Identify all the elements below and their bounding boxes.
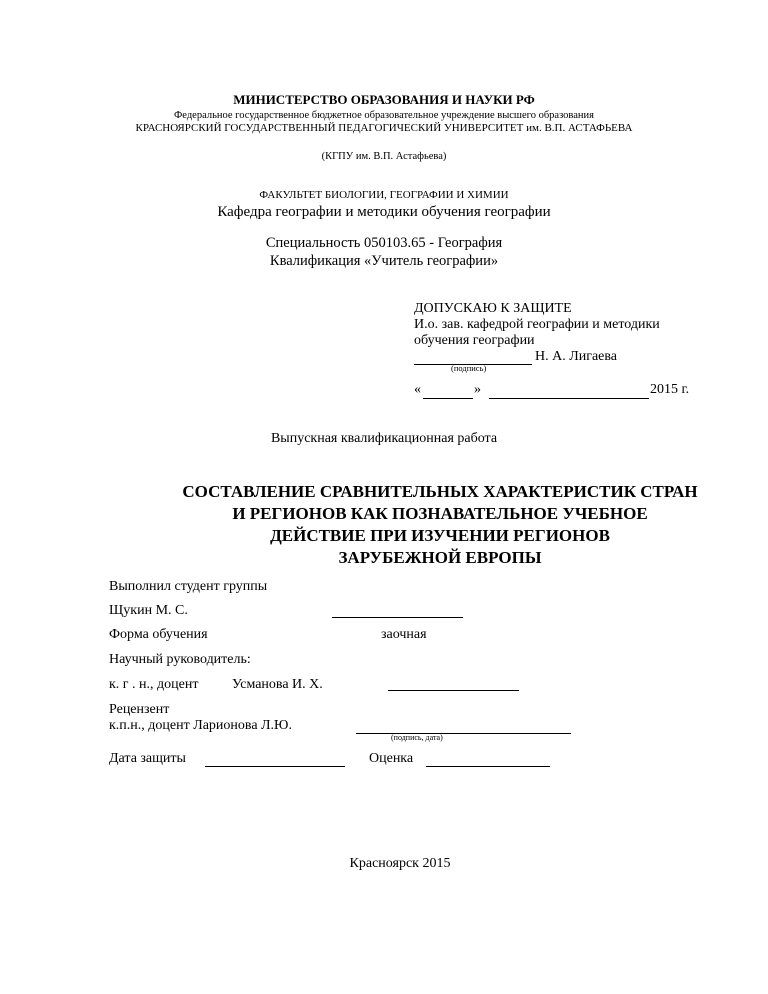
date-quote-close: » — [474, 382, 481, 397]
grade-line — [426, 766, 550, 767]
thesis-title — [110, 481, 768, 569]
grade-label: Оценка — [369, 751, 414, 766]
supervisor-signature-line — [388, 690, 519, 691]
defense-date-label: Дата защиты — [109, 751, 186, 766]
student-name: Щукин М. С. — [109, 603, 188, 618]
work-type: Выпускная квалификационная работа — [270, 431, 498, 446]
performed-by-label: Выполнил студент группы — [109, 579, 268, 594]
date-day-line — [423, 398, 473, 399]
supervisor-name: Усманова И. Х. — [232, 677, 323, 692]
defense-date-line — [205, 766, 345, 767]
study-form-value: заочная — [381, 627, 427, 642]
approver-name: Н. А. Лигаева — [535, 349, 618, 364]
university-name: КРАСНОЯРСКИЙ ГОСУДАРСТВЕННЫЙ ПЕДАГОГИЧЕСКИЙ УНИВЕРСИТЕТ им. В.П. АСТАФЬЕВА — [135, 122, 633, 134]
thesis-title-line: СОСТАВЛЕНИЕ СРАВНИТЕЛЬНЫХ ХАРАКТЕРИСТИК СТРАН — [182, 482, 698, 501]
date-year: 2015 г. — [650, 382, 690, 397]
reviewer-label: Рецензент — [109, 702, 170, 717]
department-name: Кафедра географии и методики обучения географии — [217, 204, 551, 220]
thesis-title-line: И РЕГИОНОВ КАК ПОЗНАВАТЕЛЬНОЕ УЧЕБНОЕ — [232, 504, 648, 523]
student-signature-line — [332, 617, 463, 618]
institution-type: Федеральное государственное бюджетное образовательное учреждение высшего образования — [174, 110, 594, 121]
study-form-label: Форма обучения — [109, 627, 208, 642]
qualification: Квалификация «Учитель географии» — [269, 253, 499, 269]
supervisor-degree: к. г . н., доцент — [109, 677, 199, 692]
signature-caption: (подпись) — [451, 363, 487, 373]
university-abbreviation: (КГПУ им. В.П. Астафьева) — [321, 151, 447, 162]
date-month-line — [489, 398, 649, 399]
approver-position-cont: обучения географии — [414, 333, 535, 348]
approver-position: И.о. зав. кафедрой географии и методики — [414, 317, 660, 332]
thesis-title-line: ЗАРУБЕЖНОЙ ЕВРОПЫ — [338, 548, 542, 567]
supervisor-label: Научный руководитель: — [109, 652, 251, 667]
thesis-title-line: ДЕЙСТВИЕ ПРИ ИЗУЧЕНИИ РЕГИОНОВ — [270, 526, 610, 545]
reviewer-name: к.п.н., доцент Ларионова Л.Ю. — [109, 718, 292, 733]
reviewer-signature-line — [356, 733, 571, 734]
city-year: Красноярск 2015 — [349, 856, 451, 871]
faculty-name: ФАКУЛЬТЕТ БИОЛОГИИ, ГЕОГРАФИИ И ХИМИИ — [259, 189, 509, 201]
specialty: Специальность 050103.65 - География — [265, 235, 503, 251]
reviewer-signature-caption: (подпись, дата) — [391, 733, 443, 742]
ministry-heading: МИНИСТЕРСТВО ОБРАЗОВАНИЯ И НАУКИ РФ — [233, 92, 535, 107]
date-quote-open: « — [414, 382, 421, 397]
admit-heading: ДОПУСКАЮ К ЗАЩИТЕ — [414, 301, 572, 316]
